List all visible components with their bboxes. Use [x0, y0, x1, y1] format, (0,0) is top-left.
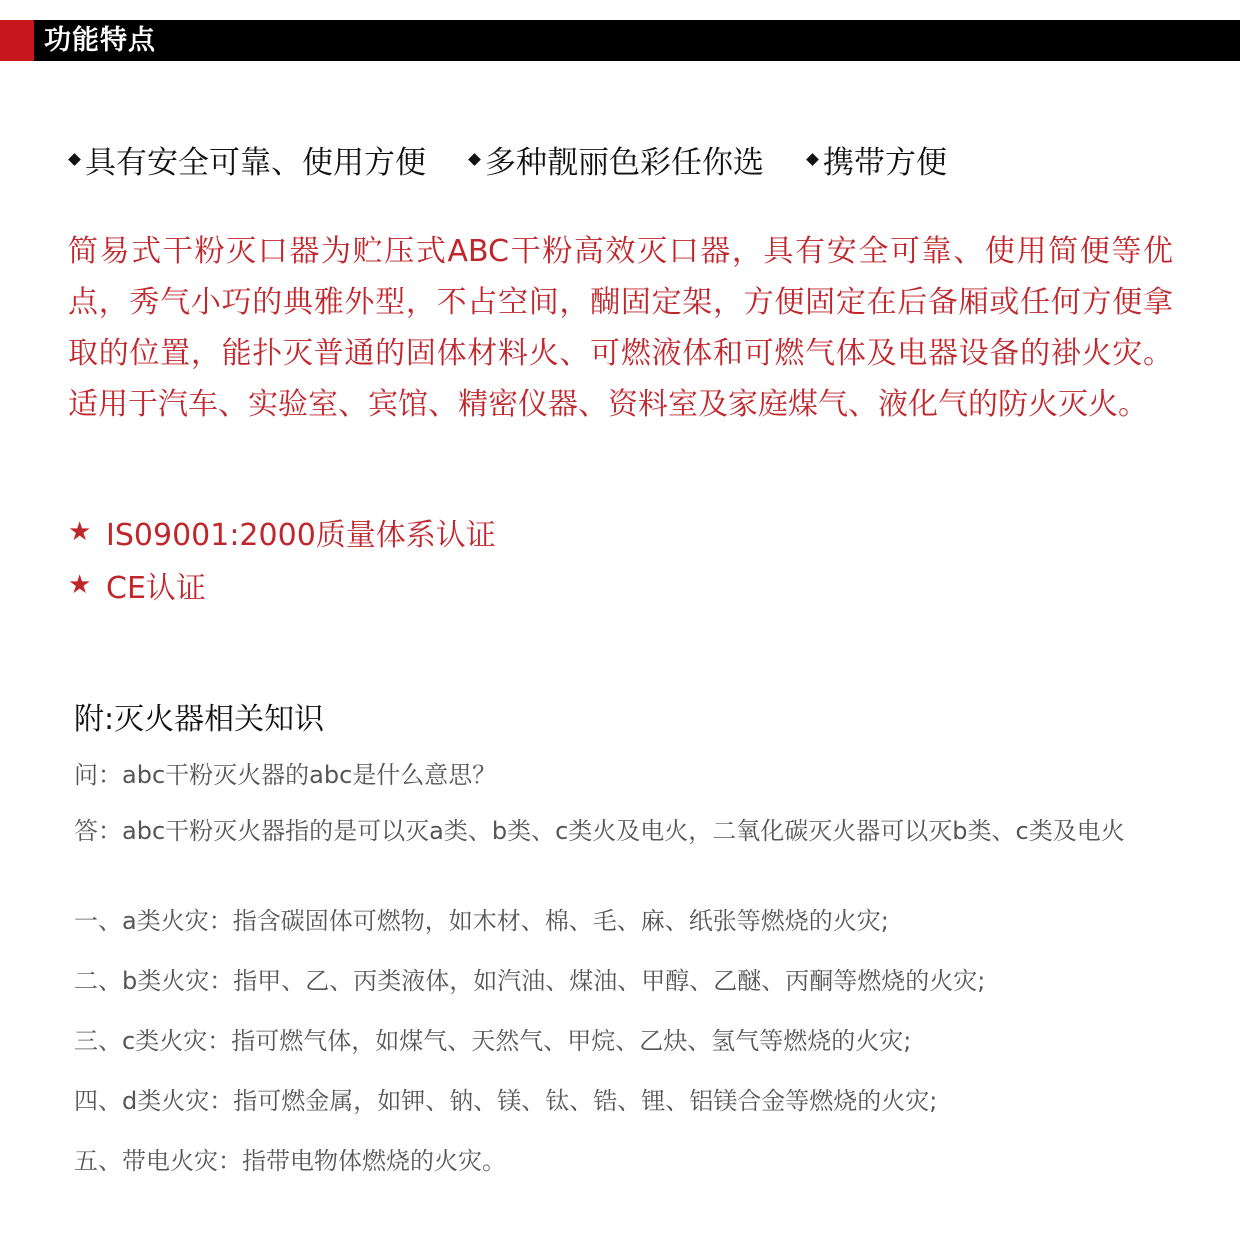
feature-text: 具有安全可靠、使用方便 — [85, 144, 426, 181]
list-item: 四、d类火灾：指可燃金属，如钾、钠、镁、钛、锆、锂、铝镁合金等燃烧的火灾; — [74, 1087, 938, 1115]
diamond-bullet-icon — [468, 153, 481, 166]
list-item: 五、带电火灾：指带电物体燃烧的火灾。 — [74, 1147, 506, 1175]
fire-class-list — [74, 903, 985, 1203]
feature-item — [66, 137, 426, 182]
star-icon: ★ — [68, 570, 92, 600]
list-item: 三、c类火灾：指可燃气体，如煤气、天然气、甲烷、乙炔、氢气等燃烧的火灾; — [74, 1027, 912, 1055]
feature-item — [466, 137, 764, 182]
certification-item — [68, 563, 496, 607]
feature-item — [804, 137, 947, 182]
product-description: 简易式干粉灭口器为贮压式ABC干粉高效灭口器，具有安全可靠、使用简便等优点，秀气小巧的典雅外型，不占空间，醐固定架，方便固定在后备厢或任何方便拿取的位置，能扑灭普通的固体材料火、可燃液体和可燃气体及电器设备的褂火灾。适用于汽车、实验室、宾馆、精密仪器、资料室及家庭煤气、液化气的防火灭火。 — [68, 234, 1173, 422]
certification-item — [68, 510, 496, 554]
certification-text: IS09001:2000质量体系认证 — [106, 518, 496, 553]
diamond-bullet-icon — [806, 153, 819, 166]
list-item: 一、a类火灾：指含碳固体可燃物，如木材、棉、毛、麻、纸张等燃烧的火灾; — [74, 907, 889, 935]
section-header — [0, 20, 1240, 61]
diamond-bullet-icon — [68, 153, 81, 166]
feature-text: 携带方便 — [823, 144, 947, 181]
certification-list — [68, 510, 496, 616]
header-accent-block — [0, 20, 34, 61]
feature-list — [66, 136, 947, 182]
section-title: 功能特点 — [44, 25, 156, 56]
knowledge-answer: 答：abc干粉灭火器指的是可以灭a类、b类、c类火及电火，二氧化碳灭火器可以灭b类、c类及电火 — [74, 817, 1125, 845]
certification-text: CE认证 — [106, 571, 206, 606]
knowledge-title: 附:灭火器相关知识 — [74, 702, 325, 737]
feature-text: 多种靓丽色彩任你选 — [485, 144, 764, 181]
knowledge-question: 问：abc干粉灭火器的abc是什么意思？ — [74, 761, 497, 789]
star-icon: ★ — [68, 517, 92, 547]
list-item: 二、b类火灾：指甲、乙、丙类液体，如汽油、煤油、甲醇、乙醚、丙酮等燃烧的火灾; — [74, 967, 986, 995]
